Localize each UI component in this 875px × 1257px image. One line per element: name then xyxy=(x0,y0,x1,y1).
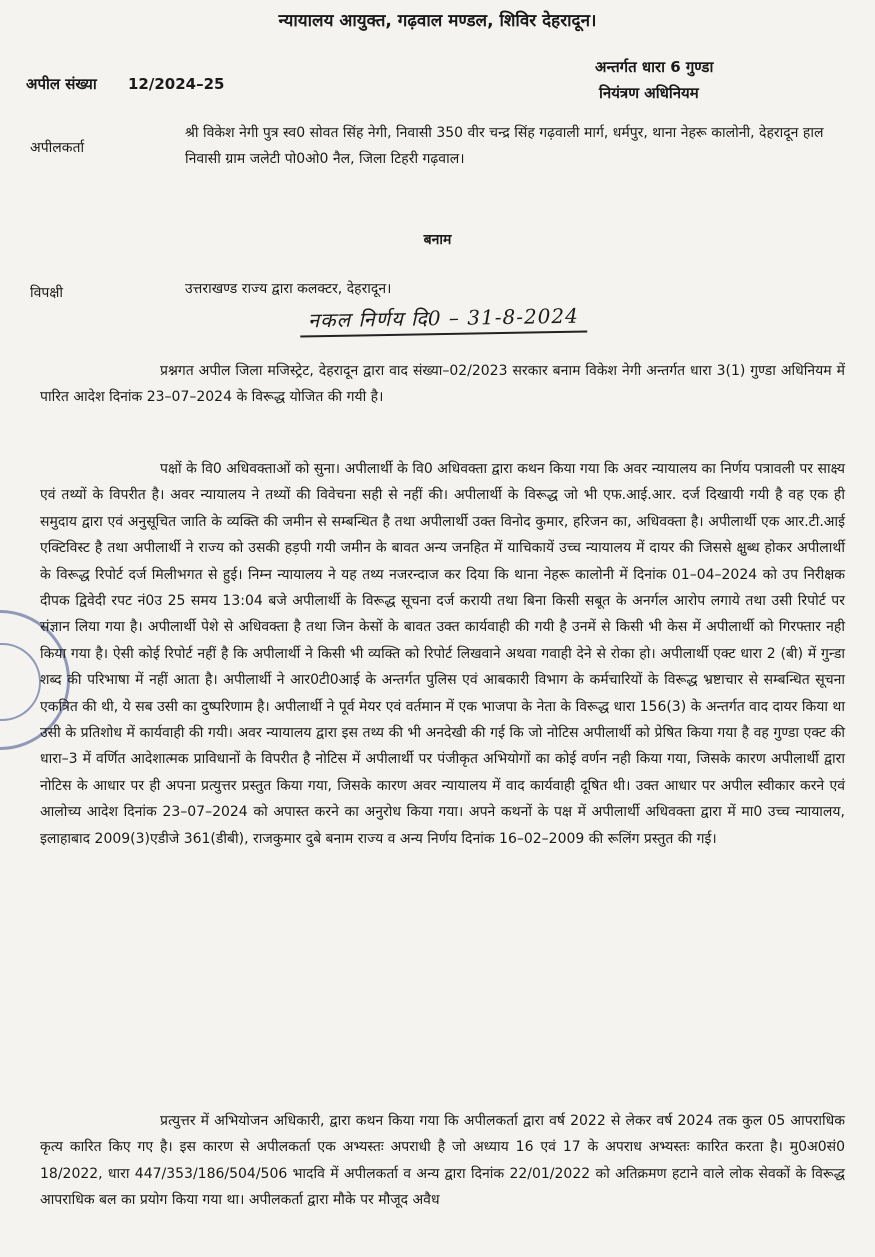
paragraph-prosecution-reply: प्रत्युत्तर में अभियोजन अधिकारी, द्वारा कथन किया गया कि अपीलकर्ता द्वारा वर्ष 2022 से लेकर वर्ष 2024 तक कुल 05 आपराधिक कृत्य कारित किए गए है। इस कारण से अपीलकर्ता एक अभ्यस्तः अपराधी है जो अध्याय 16 एवं 17 के अपराध अभ्यस्तः कारित करता है। मु0अ0सं0 18/2022, धारा 447/353/186/504/506 भादवि में अपीलकर्ता व अन्य द्वारा दिनांक 22/01/2022 को अतिक्रमण हटाने वाले लोक सेवकों के विरूद्ध आपराधिक बल का प्रयोग किया गया था। अपीलकर्ता द्वारा मौके पर मौजूद अवैध xyxy=(40,1113,845,1209)
act-reference-line-1: अन्तर्गत धारा 6 गुण्डा xyxy=(595,58,714,76)
paragraph-appeal-intro: प्रश्नगत अपील जिला मजिस्ट्रेट, देहरादून द्वारा वाद संख्या–02/2023 सरकार बनाम विकेश नेगी अन्तर्गत धारा 3(1) गुण्डा अधिनियम में पारित आदेश दिनांक 23–07–2024 के विरूद्ध योजित की गयी है। xyxy=(40,363,845,406)
appeal-label: अपील संख्या xyxy=(26,75,97,93)
act-reference xyxy=(595,54,855,106)
act-reference-line-2: नियंत्रण अधिनियम xyxy=(599,84,699,102)
court-seal-inner-ring xyxy=(0,643,41,721)
versus-label: बनाम xyxy=(423,232,452,248)
handwritten-copy-note: नकल निर्णय दि0 – 31-8-2024 xyxy=(300,301,587,337)
appellant-details: श्री विकेश नेगी पुत्र स्व0 सोवत सिंह नेगी, निवासी 350 वीर चन्द्र सिंह गढ़वाली मार्ग, धर्मपुर, थाना नेहरू कालोनी, देहरादून हाल निवासी ग्राम जलेटी पो0ओ0 नैल, जिला टिहरी गढ़वाल। xyxy=(185,125,824,167)
respondent-label: विपक्षी xyxy=(30,285,64,301)
court-title: न्यायालय आयुक्त, गढ़वाल मण्डल, शिविर देहरादून। xyxy=(278,11,597,31)
respondent-details: उत्तराखण्ड राज्य द्वारा कलक्टर, देहरादून। xyxy=(185,281,392,297)
appeal-number-line xyxy=(26,74,224,94)
paragraph-appellant-arguments: पक्षों के वि0 अधिवक्ताओं को सुना। अपीलार्थी के वि0 अधिवक्ता द्वारा कथन किया गया कि अवर न्यायालय का निर्णय पत्रावली पर साक्ष्य एवं तथ्यों के विपरीत है। अवर न्यायालय ने तथ्यों की विवेचना सही से नहीं की। अपीलार्थी के विरूद्ध जो भी एफ.आई.आर. दर्ज दिखायी गयी है वह एक ही समुदाय द्वारा एवं अनुसूचित जाति के व्यक्ति की जमीन से सम्बन्धित है तथा अपीलार्थी उक्त विनोद कुमार, हरिजन का, अधिवक्ता है। अपीलार्थी एक आर.टी.आई एक्टिविस्ट है तथा अपीलार्थी ने राज्य को उसकी हड़पी गयी जमीन के बावत अन्य जनहित में याचिकायें उच्च न्यायालय में दायर की जिससे क्षुब्ध होकर अपीलार्थी के विरूद्ध रिपोर्ट दर्ज मिलीभगत से हुई। निम्न न्यायालय ने यह तथ्य नजरन्दाज कर दिया कि थाना नेहरू कालोनी में दिनांक 01–04–2024 को उप निरीक्षक दीपक द्विवेदी रपट नं0उ 25 समय 13:04 बजे अपीलार्थी के विरूद्ध सूचना दर्ज करायी तथा बिना किसी सबूत के अनर्गल आरोप लगाये तथा उसी रिपोर्ट पर संज्ञान लिया गया है। अपीलार्थी पेशे से अधिवक्ता है तथा जिन केसों के बावत उक्त कार्यवाही की गयी है उनमें से किसी भी केस में अपीलार्थी को गिरफ्तार नही किया गया है। ऐसी कोई रिपोर्ट नहीं है कि अपीलार्थी ने किसी भी व्यक्ति को रिपोर्ट लिखवाने अथवा गवाही देने से रोका हो। अपीलार्थी एक्ट धारा 2 (बी) में गुन्डा शब्द की परिभाषा में नहीं आता है। अपीलार्थी ने आर0टी0आई के अन्तर्गत पुलिस एवं आबकारी विभाग के कर्मचारियों के विरूद्ध भ्रष्टाचार से सम्बन्धित सूचना एकत्रित की थी, ये सब उसी का दुष्परिणाम है। अपीलार्थी ने पूर्व मेयर एवं वर्तमान में एक भाजपा के नेता के विरूद्ध धारा 156(3) के अन्तर्गत वाद दायर किया था उसी के प्रतिशोध में कार्यवाही की गयी। अवर न्यायालय द्वारा इस तथ्य की भी अनदेखी की गई कि जो नोटिस अपीलार्थी को प्रेषित किया गया है वह गुण्डा एक्ट की धारा–3 में वर्णित आदेशात्मक प्राविधानों के विपरीत है नोटिस में अपीलार्थी पर पंजीकृत अभियोगों का कोई वर्णन नही किया गया, जिसके कारण अपीलार्थी द्वारा नोटिस के आधार पर ही अपना प्रत्युत्तर प्रस्तुत किया गया, जिसके कारण अवर न्यायालय में वाद कार्यवाही दूषित थी। उक्त आधार पर अपील स्वीकार करने एवं आलोच्य आदेश दिनांक 23–07–2024 को अपास्त करने का अनुरोध किया गया। अपने कथनों के पक्ष में अपीलार्थी अधिवक्ता द्वारा में मा0 उच्च न्यायालय, इलाहाबाद 2009(3)एडीजे 361(डीबी), राजकुमार दुबे बनाम राज्य व अन्य निर्णय दिनांक 16–02–2009 की रूलिंग प्रस्तुत की गई। xyxy=(40,461,845,847)
appellant-label: अपीलकर्ता xyxy=(30,140,85,156)
appeal-number: 12/2024–25 xyxy=(128,75,225,93)
